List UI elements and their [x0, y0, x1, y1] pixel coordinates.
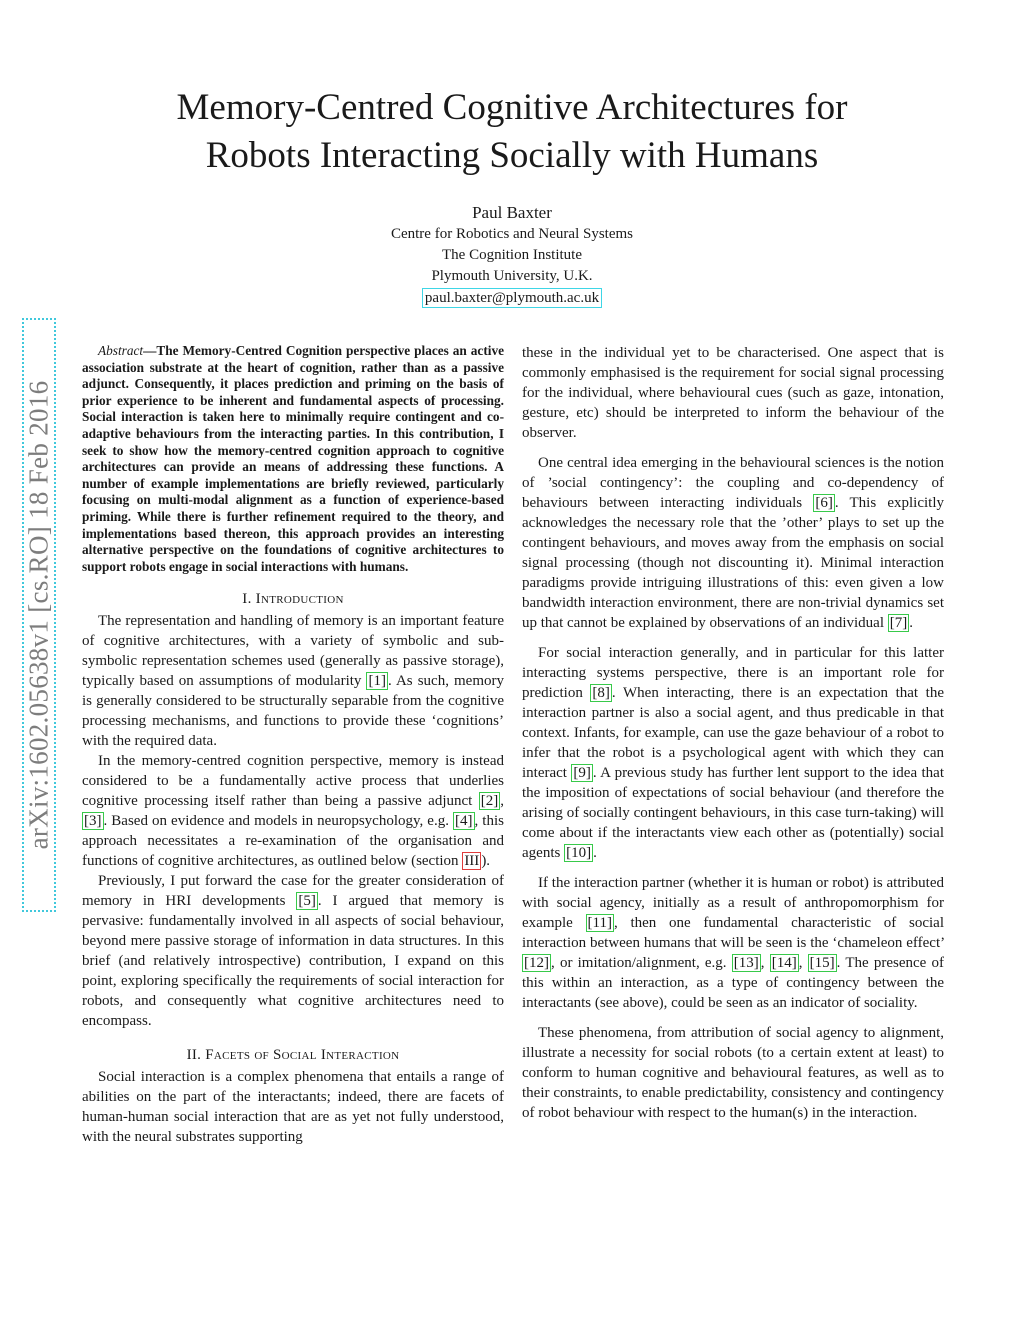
title-line-2: Robots Interacting Socially with Humans	[205, 135, 819, 176]
intro-paragraph-3: Previously, I put forward the case for the greater consideration of memory in HRI developments [5] . I argued that memory is pervasive: fundamentally involved in all aspects of social behaviour, beyond mere passive storage of information in data structures. In this brief (and relatively introspective) contribution, I expand on this point, exploring specifically the requirements of social interaction for robots, and consequently what cognitive architectures need to encompass.	[82, 873, 504, 1030]
citation-link[interactable]: [7]	[889, 615, 908, 631]
affiliation-line-2: The Cognition Institute	[442, 247, 582, 263]
author-name: Paul Baxter	[472, 203, 552, 222]
arxiv-stamp[interactable]	[22, 318, 56, 912]
title-line-1: Memory-Centred Cognitive Architectures for	[176, 87, 848, 128]
citation-link[interactable]: [5]	[298, 893, 316, 910]
facets-paragraph-continued: these in the individual yet to be characterised. One aspect that is commonly emphasised is the requirement for social signal processing for the individual, where behavioural cues (such as gaze, intonation, gesture, etc) should be interpreted to inform the behaviour of the observer.	[522, 345, 944, 441]
affiliation-line-1: Centre for Robotics and Neural Systems	[390, 226, 634, 242]
affiliation-line-3: Plymouth University, U.K.	[431, 268, 593, 284]
citation-link[interactable]: [12]	[524, 955, 549, 971]
intro-paragraph-1: The representation and handling of memory is an important feature of cognitive architectures, with a variety of symbolic and sub-symbolic representation schemes used (generally as passive storage), typically based on assumptions of modularity [1] . As such, memory is generally considered to be structurally separable from the cognitive processing mechanisms, and functions to provide these ‘cognitions’ with the required data.	[82, 613, 504, 750]
facets-paragraph-3: For social interaction generally, and in particular for this latter interacting systems perspective, there is an important role for prediction [8] . When interacting, there is an expectation that the interaction partner is also a social agent, and thus predicable in that context. Infants, for example, can use the gaze behaviour of a robot to infer that the robot is a psychological agent with which they can interact [9] . A previous study has further lent support to the idea that the imposition of expectations of social behaviour (and therefore the arising of socially contingent behaviours, in this case turn-taking) will come about if the interactants view each other as (potentially) social agents [10] .	[522, 645, 944, 861]
section-link[interactable]: III	[464, 853, 480, 870]
citation-link[interactable]: [11]	[587, 915, 612, 931]
section-heading-facets: II. Facets of Social Interaction	[186, 1047, 400, 1064]
left-column	[82, 343, 504, 1147]
citation-link[interactable]: [3]	[84, 813, 102, 830]
abstract	[82, 343, 504, 575]
facets-paragraph-5: These phenomena, from attribution of social agency to alignment, illustrate a necessity for social robots (to a certain extent at least) to conform to human cognitive and behavioural features, as well as to their constraints, to enable predictability, consistency and contingency of robot behaviour with respect to the human(s) in the interaction.	[522, 1025, 944, 1121]
author-block	[262, 202, 762, 309]
citation-link[interactable]: [1]	[368, 673, 386, 690]
citation-link[interactable]: [8]	[592, 685, 610, 701]
intro-paragraph-2: In the memory-centred cognition perspective, memory is instead considered to be a fundamentally active process that underlies cognitive processing itself rather than being a passive adjunct [2] , [3] . Based on evidence and models in neuropsychology, e.g. [4] , this approach necessitates a re-examination of the organisation and functions of cognitive architectures, as outlined below (section III ).	[82, 753, 504, 870]
facets-paragraph-1: Social interaction is a complex phenomena that entails a range of abilities on the part of the interactants; indeed, there are facets of human-human social interaction that are as yet not fully understood, with the neural substrates supporting	[82, 1069, 504, 1146]
facets-paragraph-4: If the interaction partner (whether it is human or robot) is attributed with social agency, initially as a result of anthropomorphism for example [11] , then one fundamental characteristic of social interaction between humans that will be seen is the ‘chameleon effect’ [12] , or imitation/alignment, e.g. [13] , [14] , [15] . The presence of this within an interaction, as a type of contingency between the interactants (see above), could be seen as an indicator of sociality.	[522, 875, 945, 1011]
section-heading-introduction: I. Introduction	[242, 591, 344, 608]
facets-paragraph-2: One central idea emerging in the behavioural sciences is the notion of ’social contingency’: the coupling and co-dependency of behaviours between interacting individuals [6] . This explicitly acknowledges the necessary role that the ’other’ plays to set up the contingent behaviours, and moves away from the emphasis on social signal processing (though not discounting it). Minimal interaction paradigms provide intriguing illustrations of this: even given a low bandwidth interaction environment, there are non-trivial dynamics set up that cannot be explained by observations of an individual [7] .	[522, 455, 944, 631]
citation-link[interactable]: [9]	[573, 765, 591, 781]
citation-link[interactable]: [13]	[733, 955, 759, 971]
email-link[interactable]: paul.baxter@plymouth.ac.uk	[422, 288, 602, 308]
citation-link[interactable]: [6]	[815, 495, 833, 511]
abstract-text: —The Memory-Centred Cognition perspective places an active association substrate at the heart of cognition, rather than as a passive adjunct. Consequently, it places prediction and priming on the basis of prior experience to be inherent and fundamental aspects of processing. Social interaction is taken here to minimally require contingent and co-adaptive behaviours from the interacting parties. In this contribution, I seek to show how the memory-centred cognition approach to cognitive architectures can provide an means of addressing these functions. A number of example implementations are briefly reviewed, particularly focusing on multi-modal alignment as a function of experience-based priming. While there is further refinement required to the theory, and implementations based thereon, this approach provides an interesting alternative perspective on the foundations of cognitive architectures to support robots engage in social interactions with humans.	[82, 343, 504, 574]
citation-link[interactable]: [4]	[455, 813, 473, 830]
abstract-label: Abstract	[98, 343, 144, 358]
citation-link[interactable]: [2]	[480, 793, 499, 810]
citation-link[interactable]: [15]	[809, 955, 835, 971]
paper-title	[80, 84, 944, 180]
citation-link[interactable]: [14]	[771, 955, 797, 971]
arxiv-id: arXiv:1602.05638v1 [cs.RO] 18 Feb 2016	[23, 380, 54, 850]
citation-link[interactable]: [10]	[566, 845, 592, 861]
right-column	[522, 343, 944, 1133]
